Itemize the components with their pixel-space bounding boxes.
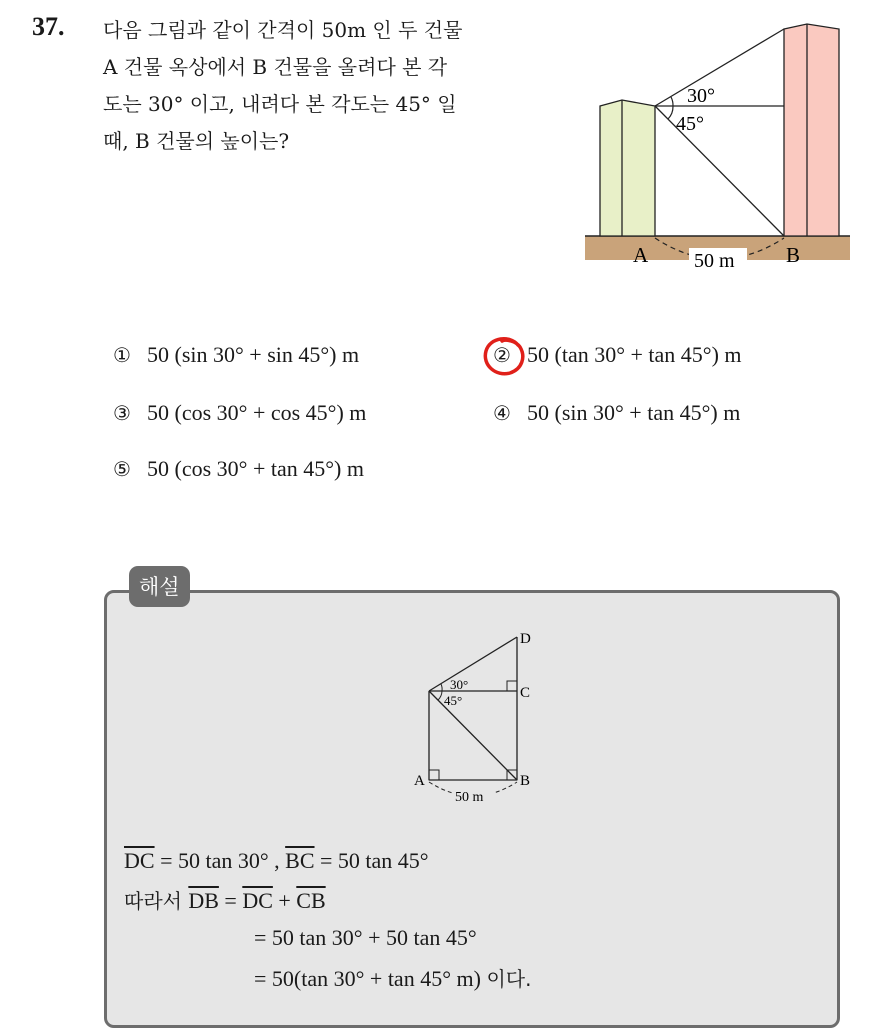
option-number: ③: [113, 401, 131, 425]
angle-label-up: 30°: [687, 85, 715, 107]
option-3[interactable]: [113, 400, 366, 426]
option-text: 50 (cos 30° + cos 45°) m: [147, 400, 367, 425]
label-b: B: [520, 773, 531, 789]
option-number: ④: [493, 401, 511, 425]
distance-label: 50 m: [455, 790, 484, 805]
segment-bc: $\overline{BC}$: [285, 848, 315, 873]
building-a: [600, 100, 655, 236]
solution-line-3: = 50 tan 30° + 50 tan 45°: [254, 925, 477, 950]
question-line: A 건물 옥상에서 B 건물을 올려다 본 각: [103, 55, 448, 79]
equation-part: +: [272, 888, 297, 913]
segment-dc: $\overline{DC}$: [124, 848, 155, 873]
angle-label-down: 45°: [444, 693, 463, 708]
right-angle-a: [429, 770, 439, 780]
angle-arc-up: [671, 97, 673, 106]
option-text: 50 (sin 30° + tan 45°) m: [527, 400, 741, 425]
option-4[interactable]: [493, 400, 740, 426]
line-ad: [429, 637, 517, 691]
option-text: 50 (cos 30° + tan 45°) m: [147, 456, 364, 481]
prefix-text: 따라서: [124, 889, 189, 913]
equation-part: =: [218, 888, 243, 913]
segment-cb: $\overline{CB}$: [296, 888, 326, 913]
question-line: 도는 30° 이고, 내려다 본 각도는 45° 일: [103, 92, 457, 116]
label-d: D: [520, 631, 531, 647]
building-b: [784, 24, 839, 236]
option-number: ②: [493, 343, 511, 367]
solution-line-1: [124, 848, 429, 874]
distance-label: 50 m: [694, 250, 735, 272]
sight-line-down: [655, 106, 784, 236]
option-2[interactable]: [493, 342, 742, 368]
option-1[interactable]: [113, 342, 359, 368]
equation-part: = 50 tan 30° ,: [154, 848, 286, 873]
question-number: 37.: [32, 12, 65, 41]
option-text: 50 (sin 30° + sin 45°) m: [147, 342, 360, 367]
right-angle-c: [507, 681, 517, 691]
suffix-text: 이다.: [486, 967, 532, 991]
angle-arc-up: [441, 684, 442, 691]
angle-arc-down: [438, 691, 442, 700]
label-a: A: [414, 773, 425, 789]
sight-line-up: [655, 29, 784, 106]
buildings-figure: [583, 18, 853, 273]
option-text: 50 (tan 30° + tan 45°) m: [527, 342, 742, 367]
option-number: ①: [113, 343, 131, 367]
equation-part: = 50 tan 45°: [314, 848, 429, 873]
option-5[interactable]: [113, 456, 364, 482]
question-line: 때, B 건물의 높이는?: [103, 129, 290, 153]
equation-part: = 50(tan 30° + tan 45° m): [254, 966, 487, 991]
question-line: 다음 그림과 같이 간격이 50m 인 두 건물: [103, 18, 463, 42]
solution-figure: [410, 625, 550, 810]
segment-db: $\overline{DB}$: [188, 888, 219, 913]
label-a: A: [633, 243, 649, 267]
angle-label-up: 30°: [450, 677, 469, 692]
segment-dc: $\overline{DC}$: [242, 888, 273, 913]
solution-tag: 해설: [129, 566, 190, 607]
angle-label-down: 45°: [676, 113, 704, 135]
line-diag: [429, 691, 517, 780]
label-b: B: [786, 243, 801, 267]
question-text: [103, 12, 563, 160]
solution-line-4: [254, 963, 531, 992]
angle-arc-down: [668, 106, 673, 119]
answer-circle-mark: [480, 333, 530, 381]
option-number: ⑤: [113, 457, 131, 481]
label-c: C: [520, 685, 531, 701]
solution-line-2: [124, 885, 326, 914]
